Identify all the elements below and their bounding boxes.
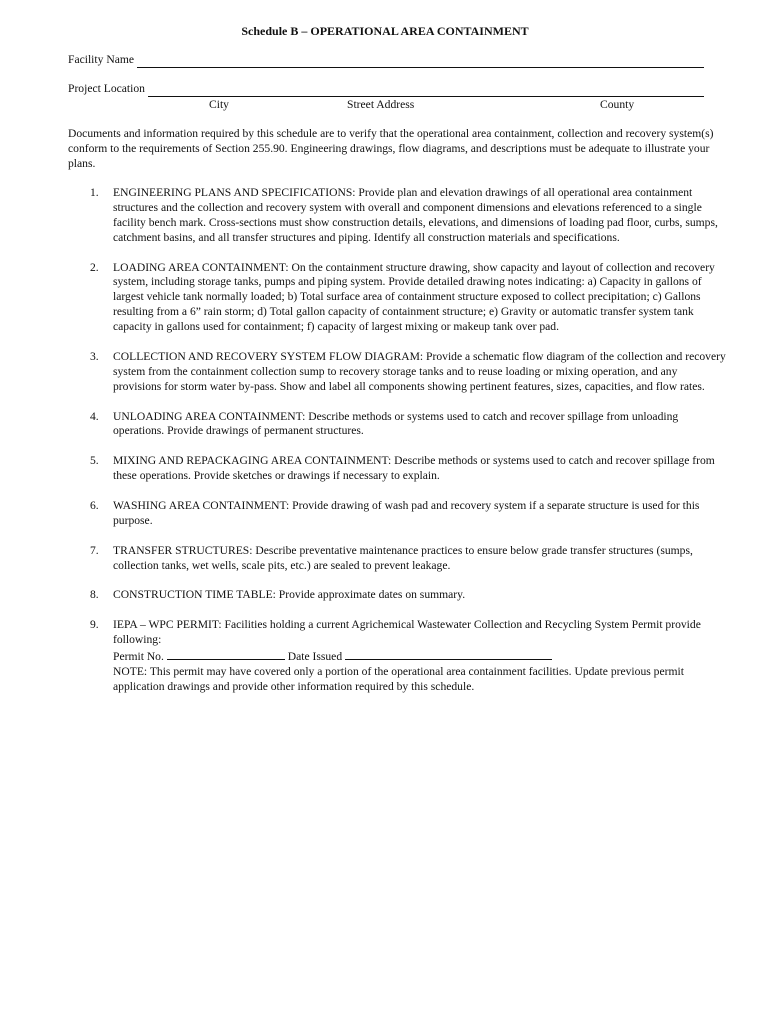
list-item: [68, 544, 728, 574]
item-number: 7.: [90, 543, 99, 557]
county-label: County: [600, 98, 635, 111]
list-item: [68, 588, 728, 603]
city-label: City: [209, 98, 229, 111]
permit-fields: [113, 648, 728, 665]
list-item: [68, 499, 728, 529]
item-number: 4.: [90, 409, 99, 423]
item-text: WASHING AREA CONTAINMENT: Provide drawing of wash pad and recovery system if a separate structure is used for this purpose.: [113, 498, 700, 527]
project-location-field[interactable]: [68, 82, 704, 97]
item-text: LOADING AREA CONTAINMENT: On the containment structure drawing, show capacity and layout of collection and recovery system, including storage tanks, pumps and piping system. Provide detailed drawing notes indicating: a) Capacity in gallons of largest vehicle tank normally loaded; b) Total surface area of containment structure exposed to collect precipitation; c) Gallons resulting from a 6” rain storm; d) Total gallon capacity of containment structure; e) Gravity or automatic transfer system tank capacity in gallons used for containment; f) capacity of largest mixing or makeup tank over pad.: [113, 260, 715, 334]
project-location-blank[interactable]: [148, 85, 704, 97]
date-issued-blank[interactable]: [345, 648, 552, 660]
item-number: 3.: [90, 349, 99, 363]
item-number: 2.: [90, 260, 99, 274]
item-text: MIXING AND REPACKAGING AREA CONTAINMENT: Describe methods or systems used to catch and recover spillage from these operations. Provide sketches or drawings if necessary to explain.: [113, 454, 715, 483]
list-item: [68, 350, 728, 395]
item-number: 6.: [90, 498, 99, 512]
list-item: [68, 454, 728, 484]
page-title: Schedule B – OPERATIONAL AREA CONTAINMENT: [241, 24, 529, 38]
list-item: [68, 618, 728, 695]
list-item: [68, 410, 728, 440]
date-issued-label: Date Issued: [287, 649, 343, 663]
permit-no-blank[interactable]: [167, 648, 285, 660]
facility-name-field[interactable]: [68, 53, 704, 68]
street-address-label: Street Address: [347, 98, 415, 111]
list-item: [68, 261, 728, 336]
requirements-list: [68, 186, 728, 695]
item-number: 5.: [90, 454, 99, 468]
item-number: 8.: [90, 588, 99, 602]
permit-note: NOTE: This permit may have covered only a portion of the operational area containment facilities. Update previous permit application drawings and provide other information required by this schedule.: [113, 664, 684, 693]
item-number: 9.: [90, 618, 99, 632]
item-text: ENGINEERING PLANS AND SPECIFICATIONS: Provide plan and elevation drawings of all operational area containment structures and the collection and recovery system with overall and component dimensions and elevations referenced to a single facility bench mark. Cross-sections must show construction details, elevations, and dimensions of loading pad floor, curbs, sumps, catchment basins, and all transfer structures and piping. Identify all construction materials and specifications.: [113, 186, 718, 244]
item-text: UNLOADING AREA CONTAINMENT: Describe methods or systems used to catch and recover spillage from unloading operations. Provide drawings of permanent structures.: [113, 409, 679, 438]
facility-name-blank[interactable]: [137, 56, 704, 68]
facility-name-label: Facility Name: [68, 53, 135, 66]
item-text: IEPA – WPC PERMIT: Facilities holding a current Agrichemical Wastewater Collection and Recycling System Permit provide following:: [113, 618, 701, 647]
item-number: 1.: [90, 186, 99, 199]
intro-paragraph: Documents and information required by this schedule are to verify that the operational area containment, collection and recovery system(s) conform to the requirements of Section 255.90. Engineering drawings, flow diagrams, and descriptions must be adequate to illustrate your plans.: [68, 127, 714, 170]
project-location-label: Project Location: [68, 82, 145, 95]
item-text: TRANSFER STRUCTURES: Describe preventative maintenance practices to ensure below grade transfer structures (sumps, collection tanks, wet wells, scale pits, etc.) are sealed to prevent leakage.: [113, 543, 693, 572]
item-text: COLLECTION AND RECOVERY SYSTEM FLOW DIAGRAM: Provide a schematic flow diagram of the collection and recovery system from the containment collection sump to recovery storage tanks and to reuse loading or mixing operation, and any provisions for storm water by-pass. Show and label all components showing pertinent features, sizes, capacities, and flow rates.: [113, 349, 726, 393]
list-item: [68, 186, 728, 246]
item-text: CONSTRUCTION TIME TABLE: Provide approximate dates on summary.: [113, 588, 466, 602]
permit-no-label: Permit No.: [113, 649, 164, 663]
